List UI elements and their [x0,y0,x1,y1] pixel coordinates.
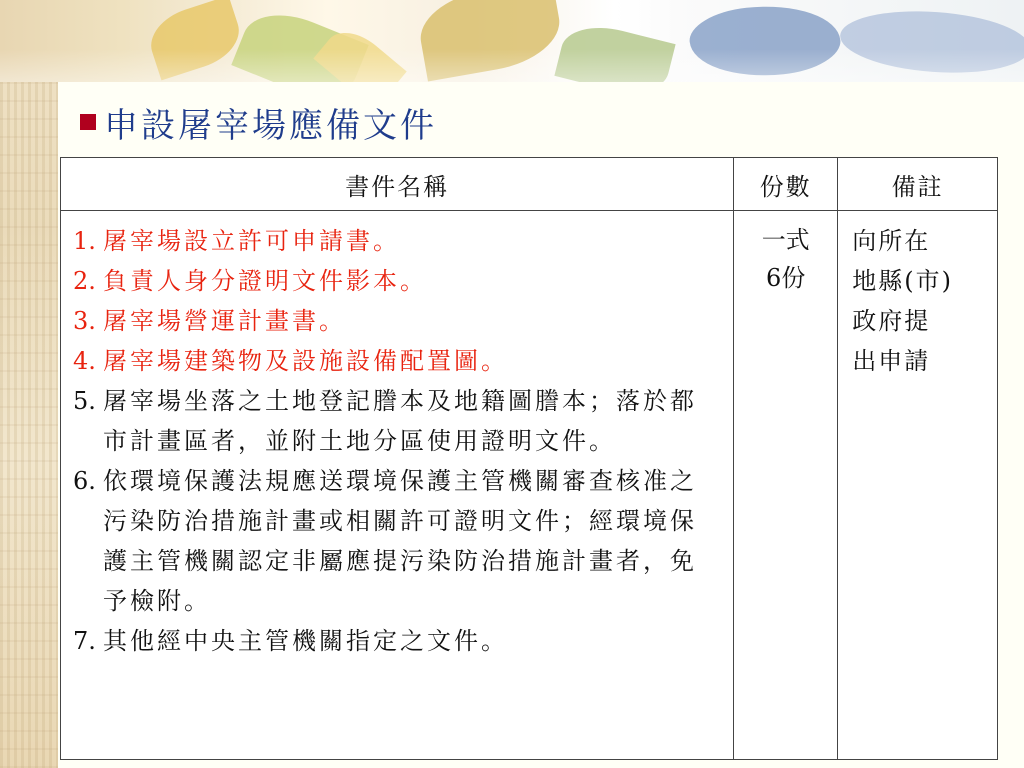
copies-cell [734,211,838,760]
documents-table [60,157,998,760]
remarks-line: 向所在 [852,227,931,255]
item-text: 屠宰場建築物及設施設備配置圖。 [103,347,508,375]
remarks-cell [838,211,998,760]
document-list-cell [61,211,734,760]
list-item [73,301,721,341]
table-header-row [61,158,998,211]
square-bullet-icon [80,114,96,130]
list-item [73,461,721,621]
item-number: 7. [73,627,96,655]
leaf-banner-image [0,0,1024,82]
item-text: 依環境保護法規應送環境保護主管機關審查核准之污染防治措施計畫或相關許可證明文件；經環境保護主管機關認定非屬應提污染防治措施計畫者，免予檢附。 [103,467,697,615]
item-number: 5. [73,387,96,415]
remarks-line: 出申請 [852,347,931,375]
list-item [73,261,721,301]
list-item [73,341,721,381]
paper-texture-strip [0,0,58,768]
header-document-name: 書件名稱 [61,158,734,211]
copies-line: 6份 [766,264,806,292]
list-item [73,381,721,461]
list-item [73,621,721,661]
slide-title-text: 申設屠宰場應備文件 [104,105,437,146]
item-number: 1. [73,227,96,255]
item-number: 3. [73,307,96,335]
item-text: 負責人身分證明文件影本。 [103,267,427,295]
copies-line: 一式 [761,226,810,254]
table-row [61,211,998,760]
item-text: 其他經中央主管機關指定之文件。 [103,627,508,655]
slide-title [80,98,437,146]
header-copies: 份數 [734,158,838,211]
item-text: 屠宰場坐落之土地登記謄本及地籍圖謄本；落於都市計畫區者，並附土地分區使用證明文件。 [103,387,697,455]
item-number: 2. [73,267,96,295]
item-number: 4. [73,347,96,375]
remarks-line: 政府提 [852,307,931,335]
item-number: 6. [73,467,96,495]
remarks-line: 地縣(市) [852,267,953,295]
item-text: 屠宰場營運計畫書。 [103,307,346,335]
list-item [73,221,721,261]
item-text: 屠宰場設立許可申請書。 [103,227,400,255]
header-remarks: 備註 [838,158,998,211]
